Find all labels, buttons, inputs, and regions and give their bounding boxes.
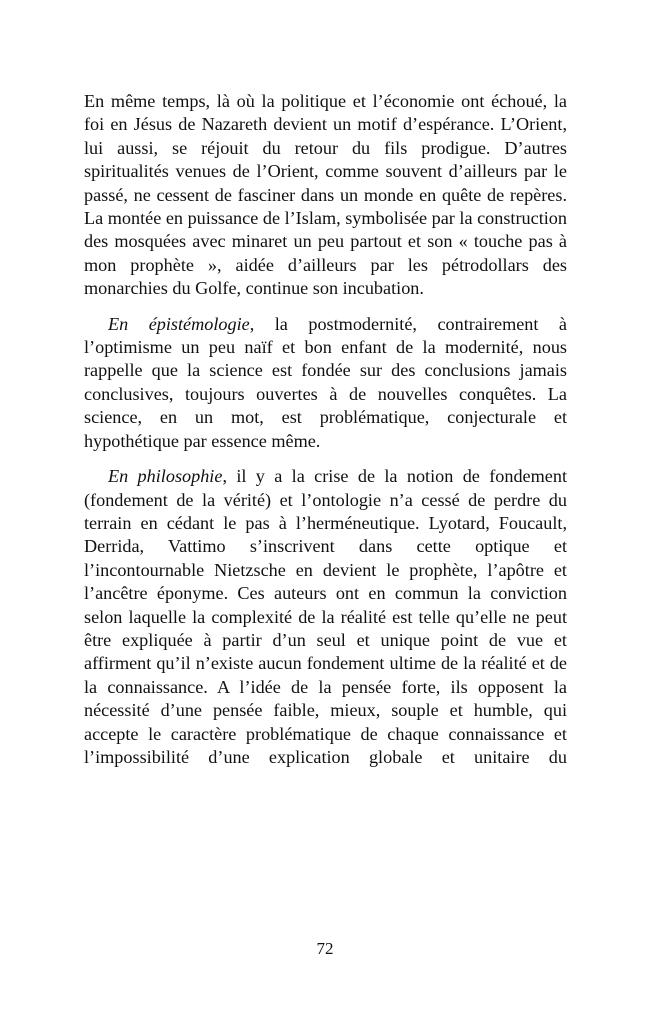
paragraph-text: , il y a la crise de la notion de fondement (fondement de la vérité) et l’ontologie n’a cessé de perdre du terrain en cédant le pas à l’herméneutique. Lyotard, Foucault, Derrida, Vattimo s’inscrivent dans cette optique et l’incontournable Nietzsche en devient le prophète, l’apôtre et l’ancêtre éponyme. Ces auteurs ont en commun la conviction selon laquelle la complexité de la réalité est telle qu’elle ne peut être expliquée à partir d’un seul et unique point de vue et affirment qu’il n’existe aucun fondement ultime de la réalité et de la connaissance. A l’idée de la pensée forte, ils opposent la nécessité d’une pensée faible, mieux, souple et humble, qui accepte le caractère problématique de chaque connaissance et l’impossibilité d’une explication globale et unitaire du: [84, 466, 567, 767]
body-text: [84, 90, 567, 769]
paragraph-faith-and-orient: [84, 90, 567, 301]
paragraph-lead-italic: En épistémologie: [108, 313, 250, 334]
page-number: 72: [316, 939, 334, 958]
paragraph-lead-italic: En philosophie: [108, 466, 223, 487]
paragraph-text: En même temps, là où la politique et l’économie ont échoué, la foi en Jésus de Nazareth devient un motif d’espérance. L’Orient, lui aussi, se réjouit du retour du fils prodigue. D’autres spiritualités venues de l’Orient, comme souvent d’ailleurs par le passé, ne cessent de fasciner dans un monde en quête de repères. La montée en puissance de l’Islam, symbolisée par la construction des mosquées avec minaret un peu partout et son « touche pas à mon prophète », aidée d’ailleurs par les pétrodollars des monarchies du Golfe, continue son incubation.: [84, 91, 567, 299]
paragraph-epistemology: [84, 313, 567, 453]
paragraph-text: , la postmodernité, contrairement à l’optimisme un peu naïf et bon enfant de la modernité, nous rappelle que la science est fondée sur des conclusions jamais conclusives, toujours ouvertes à de nouvelles conquêtes. La science, en un mot, est problématique, conjecturale et hypothétique par essence même.: [84, 313, 567, 451]
paragraph-philosophy: [84, 465, 567, 769]
